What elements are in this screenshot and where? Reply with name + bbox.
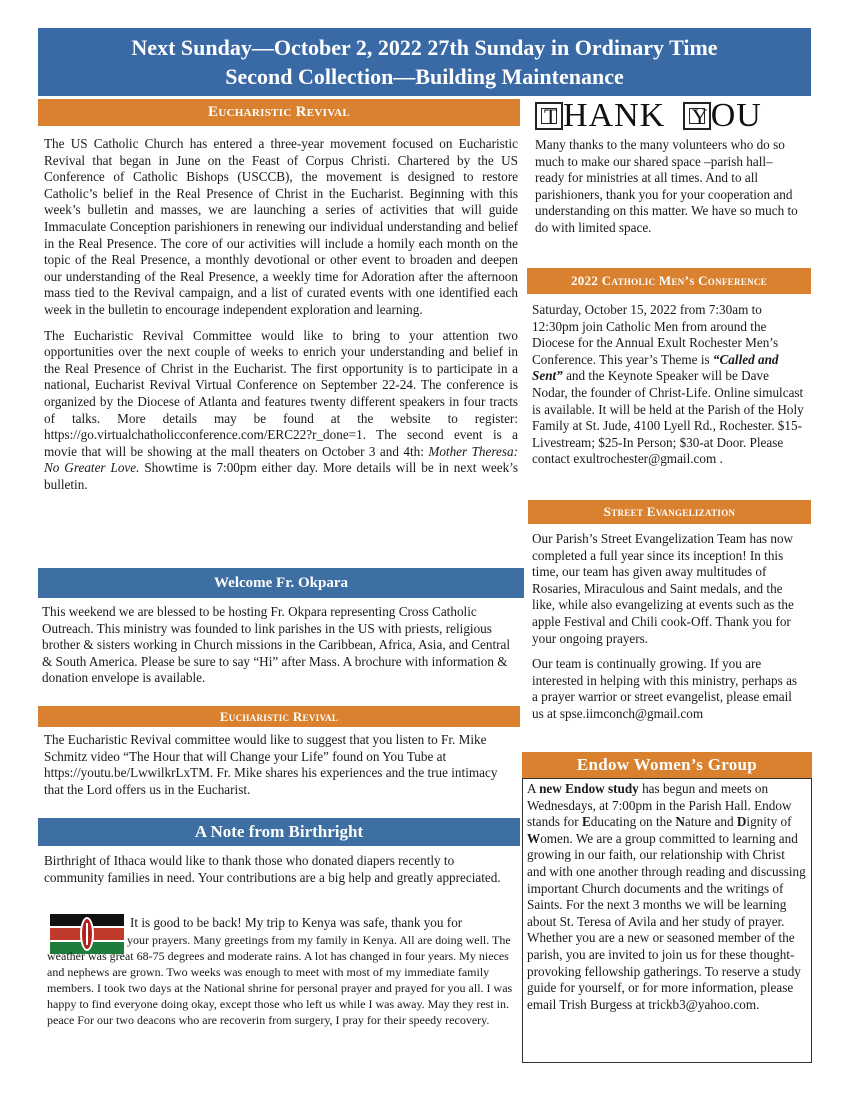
kenya-note-lead: It is good to be back! My trip to Kenya was safe, thank you for [130, 915, 463, 930]
mens-conference-heading: 2022 Catholic Men’s Conference [527, 268, 811, 294]
ornate-letter-t-icon: T [535, 102, 563, 130]
endow-heading: Endow Women’s Group [522, 752, 812, 778]
street-evangelization-para-2: Our team is continually growing. If you are interested in helping with this ministry, perhaps as a prayer warrior or street evangelist, please email us at spse.iimconch@gmail.com [532, 656, 798, 721]
banner-line-1: Next Sunday—October 2, 2022 27th Sunday in Ordinary Time [131, 35, 718, 60]
eucharistic-revival-2-heading: Eucharistic Revival [38, 706, 520, 727]
street-evangelization-para-1: Our Parish’s Street Evangelization Team has now completed a full year since its inception! In this time, our team has given away multitudes of Rosaries, Miraculous and Saint medals, and the like, while also evangelizing at events such as the apple Festival and Chili cook-Off. Thank you for your ongoing prayers. [532, 531, 794, 646]
endow-body: A new Endow study has begun and meets on Wednesdays, at 7:00pm in the Parish Hall. Endow stands for Educating on the Nature and Dignity of Women. We are a group committed to learning and growing in our faith, our relationship with Christ and with one another through reading and discussing important Church documents and the writings of Saints. For the next 3 months we will be learning about St. Teresa of Avila and her study of prayer. Whether you are a new or seasoned member of the parish, you are invited to join us for these thought-provoking fellowship gatherings. To reserve a study guide for yourself, or for more information, please email Trish Burgess at trickb3@yahoo.com. [527, 781, 806, 1012]
eucharistic-revival-para-1: The US Catholic Church has entered a three-year movement focused on Eucharistic Revival that began in June on the Feast of Corpus Christi. Chartered by the US Conference of Catholic Bishops (USCCB), the movement is designed to restore Catholic’s belief in the Real Presence of Christ in the Eucharist. Beginning with this week’s bulletin and masses, we are launching a series of activities that will guide Immaculate Conception parishioners in renewing our individual understanding and belief in the Real Presence. The core of our activities will include a homily each month on the topic of the Real Presence, a monthly devotional or other event to broaden and deepen our understanding of the Real Presence, a weekly time for Adoration after the afternoon mass tied to the Revival campaign, and a list of curated events with one identified each week in the bulletin to encourage independent exploration and learning. [44, 136, 518, 317]
ornate-letter-y-icon: Y [683, 102, 711, 130]
eucharistic-revival-2-body: The Eucharistic Revival committee would like to suggest that you listen to Fr. Mike Schmitz video “The Hour that will Change your Life” found on You Tube at https://youtu.be/LwwilkrLxTM. Fr. Mike shares his experiences and the true intimacy that the Lord offers us in the Eucharist. [44, 732, 498, 797]
eucharistic-revival-para-2: The Eucharistic Revival Committee would like to bring to your attention two opportunities over the next couple of weeks to enrich your understanding and belief in the Real Presence of Christ in the Eucharist. The first opportunity is to participate in a national, Eucharist Revival Virtual Conference on September 22-24. The conference is organized by the Diocese of Atlanta and features twenty different speakers in four tracts of talks. More details may be found at the website to register: https://go.virtualchatholicconference.com/ERC22?r_done=1. The second event is a movie that will be showing at the mall theaters on October 3 and 4th: Mother Theresa: No Greater Love. Showtime is 7:00pm either day. More details will be in next week’s bulletin. [44, 327, 518, 492]
banner-line-2: Second Collection—Building Maintenance [225, 64, 624, 89]
thank-you-title: T HANK Y OU [535, 97, 815, 133]
eucharistic-revival-heading: Eucharistic Revival [38, 99, 520, 126]
birthright-body: Birthright of Ithaca would like to thank those who donated diapers recently to community families in need. Your contributions are a big help and greatly appreciated. [44, 853, 501, 885]
eucharistic-revival-body [44, 136, 518, 493]
mens-conference-body: Saturday, October 15, 2022 from 7:30am to 12:30pm join Catholic Men from around the Diocese for the Annual Exult Rochester Men’s Conference. This year’s Theme is “Called and Sent” and the Keynote Speaker will be Dave Nodar, the founder of Christ-Life. Online simulcast is available. It will be held at the Parish of the Holy Family at St. Jude, 4100 Lyell Rd., Rochester. $15-Livestream; $25-In Person; $30-at Door. Please contact exultrochester@gmail.com . [532, 302, 804, 467]
welcome-body: This weekend we are blessed to be hosting Fr. Okpara representing Cross Catholic Outreach. This ministry was founded to link parishes in the US with priests, religious brother & sisters working in Church missions in the Caribbean, Africa, Asia, and Central & South America. Please be sure to say “Hi” after Mass. A brochure with information & donation envelope is available. [42, 604, 511, 686]
street-evangelization-heading: Street Evangelization [528, 500, 811, 524]
top-banner [38, 28, 811, 96]
conference-theme: “Called and Sent” [532, 351, 779, 384]
thank-you-body: Many thanks to the many volunteers who do so much to make our shared space –parish hall– ready for ministries at all times. And to all parishioners, thank you for your cooperation and understanding on this matter. We have so much to do with limited space. [535, 137, 798, 235]
kenya-note-body: your prayers. Many greetings from my family in Kenya. All are doing well. The weather was great 68-75 degrees and moderate rains. A lot has changed in four years. My nieces and nephews are grown. Two weeks was enough to meet with most of my immediate family members. I took two days at the National shrine for personal prayer and prayed for you all. I was happy to find everyone doing okay, except those who left us while I was away. May they rest in. peace For our two deacons who are recoverin from surgery, I pray for their speedy recovery. [47, 933, 513, 1027]
birthright-heading: A Note from Birthright [38, 818, 520, 846]
welcome-heading: Welcome Fr. Okpara [38, 568, 524, 598]
street-evangelization-body [532, 531, 802, 723]
movie-title: Mother Theresa: No Greater Love. [44, 443, 518, 476]
